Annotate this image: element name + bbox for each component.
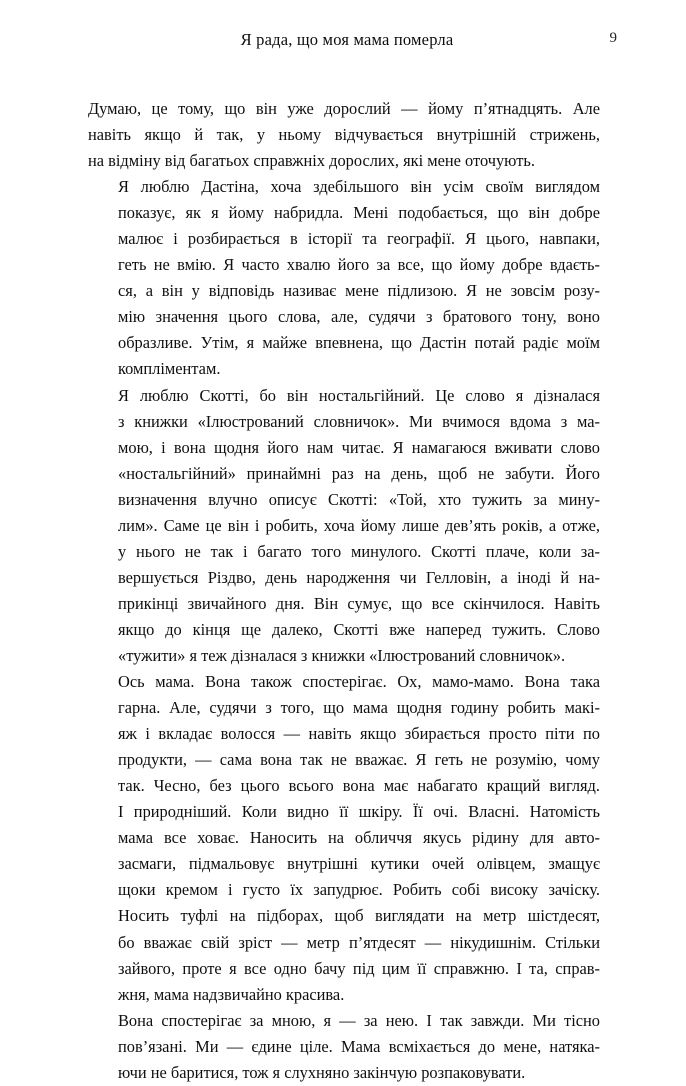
running-head-title: Я рада, що моя мама померла bbox=[240, 30, 454, 49]
text-line: мію значення цього слова, але, судячи з братового тону, воно bbox=[118, 307, 600, 327]
text-line: лим». Саме це він і робить, хоча йому лише дев’ять років, а отже, bbox=[118, 515, 600, 535]
text-line: ся, а він у відповідь називає мене підлизою. Я не зовсім розу- bbox=[118, 281, 600, 301]
paragraph bbox=[88, 1008, 600, 1086]
text-line: «тужити» я теж дізналася з книжки «Ілюстрований словничок». bbox=[118, 645, 566, 665]
text-line: геть не вмію. Я часто хвалю його за все, що йому добре вдаєть- bbox=[118, 255, 600, 275]
text-line: Вона спостерігає за мною, я — за нею. І так завжди. Ми тісно bbox=[118, 1010, 600, 1030]
text-line: «ностальгійний» принаймні раз на день, щоб не забути. Його bbox=[118, 463, 600, 483]
text-line: зайвого, проте я все одно бачу під цим її справжню. І та, справ- bbox=[118, 958, 600, 978]
text-line: мама все ховає. Наносить на обличчя якусь рідину для авто- bbox=[118, 828, 600, 848]
text-line: яж і вкладає волосся — навіть якщо збирається просто піти по bbox=[118, 724, 600, 744]
text-line: Я люблю Скотті, бо він ностальгійний. Це слово я дізналася bbox=[118, 385, 600, 405]
text-line: Носить туфлі на підборах, щоб виглядати на метр шістдесят, bbox=[118, 906, 600, 926]
text-line: Думаю, це тому, що він уже дорослий — йому п’ятнадцять. Але bbox=[88, 99, 600, 118]
text-line: щоки кремом і густо їх запудрює. Робить собі високу зачіску. bbox=[118, 880, 600, 900]
body-text bbox=[88, 96, 600, 1086]
page-number: 9 bbox=[609, 30, 617, 46]
text-line: прикінці звичайного дня. Він сумує, що все скінчилося. Навіть bbox=[118, 593, 600, 613]
text-line: з книжки «Ілюстрований словничок». Ми вчимося вдома з ма- bbox=[118, 411, 600, 431]
text-line: показує, як я йому набридла. Мені подобається, що він добре bbox=[118, 203, 600, 223]
paragraph bbox=[88, 669, 600, 1008]
paragraph bbox=[88, 96, 600, 174]
text-line: якщо до кінця ще далеко, Скотті вже наперед тужить. Слово bbox=[118, 619, 600, 639]
text-line: І природніший. Коли видно її шкіру. Її очі. Власні. Натомість bbox=[118, 802, 600, 822]
paragraph bbox=[88, 174, 600, 382]
text-line: компліментам. bbox=[118, 359, 221, 379]
text-line: вершується Різдво, день народження чи Гелловін, а іноді й на- bbox=[118, 567, 600, 587]
text-line: ючи не баритися, тож я слухняно закінчую розпаковувати. bbox=[118, 1062, 526, 1082]
text-line: продукти, — сама вона так не вважає. Я геть не розумію, чому bbox=[118, 750, 600, 770]
text-line: образливе. Утім, я майже впевнена, що Дастін потай радіє моїм bbox=[118, 333, 600, 353]
text-line: бо вважає свій зріст — метр п’ятдесят — нікудишнім. Стільки bbox=[118, 932, 600, 952]
text-line: Ось мама. Вона також спостерігає. Ох, мамо-мамо. Вона така bbox=[118, 672, 600, 692]
text-line: навіть якщо й так, у ньому відчувається внутрішній стрижень, bbox=[88, 125, 600, 145]
text-line: на відміну від багатьох справжніх дорослих, які мене оточують. bbox=[88, 151, 535, 171]
text-line: гарна. Але, судячи з того, що мама щодня годину робить макі- bbox=[118, 698, 600, 718]
text-line: засмаги, підмальовує внутрішні кутики очей олівцем, змащує bbox=[118, 854, 600, 874]
text-line: у нього не так і багато того минулого. Скотті плаче, коли за- bbox=[118, 541, 600, 561]
text-line: мою, і вона щодня його нам читає. Я намагаюся вживати слово bbox=[118, 437, 600, 457]
text-line: визначення влучно описує Скотті: «Той, хто тужить за мину- bbox=[118, 489, 600, 509]
text-line: жня, мама надзвичайно красива. bbox=[118, 984, 345, 1004]
text-line: малює і розбирається в історії та географії. Я цього, навпаки, bbox=[118, 229, 600, 249]
text-line: Я люблю Дастіна, хоча здебільшого він усім своїм виглядом bbox=[118, 177, 600, 197]
text-line: пов’язані. Ми — єдине ціле. Мама всміхається до мене, натяка- bbox=[118, 1036, 600, 1056]
paragraph bbox=[88, 383, 600, 670]
text-line: так. Чесно, без цього всього вона має набагато кращий вигляд. bbox=[118, 776, 600, 796]
